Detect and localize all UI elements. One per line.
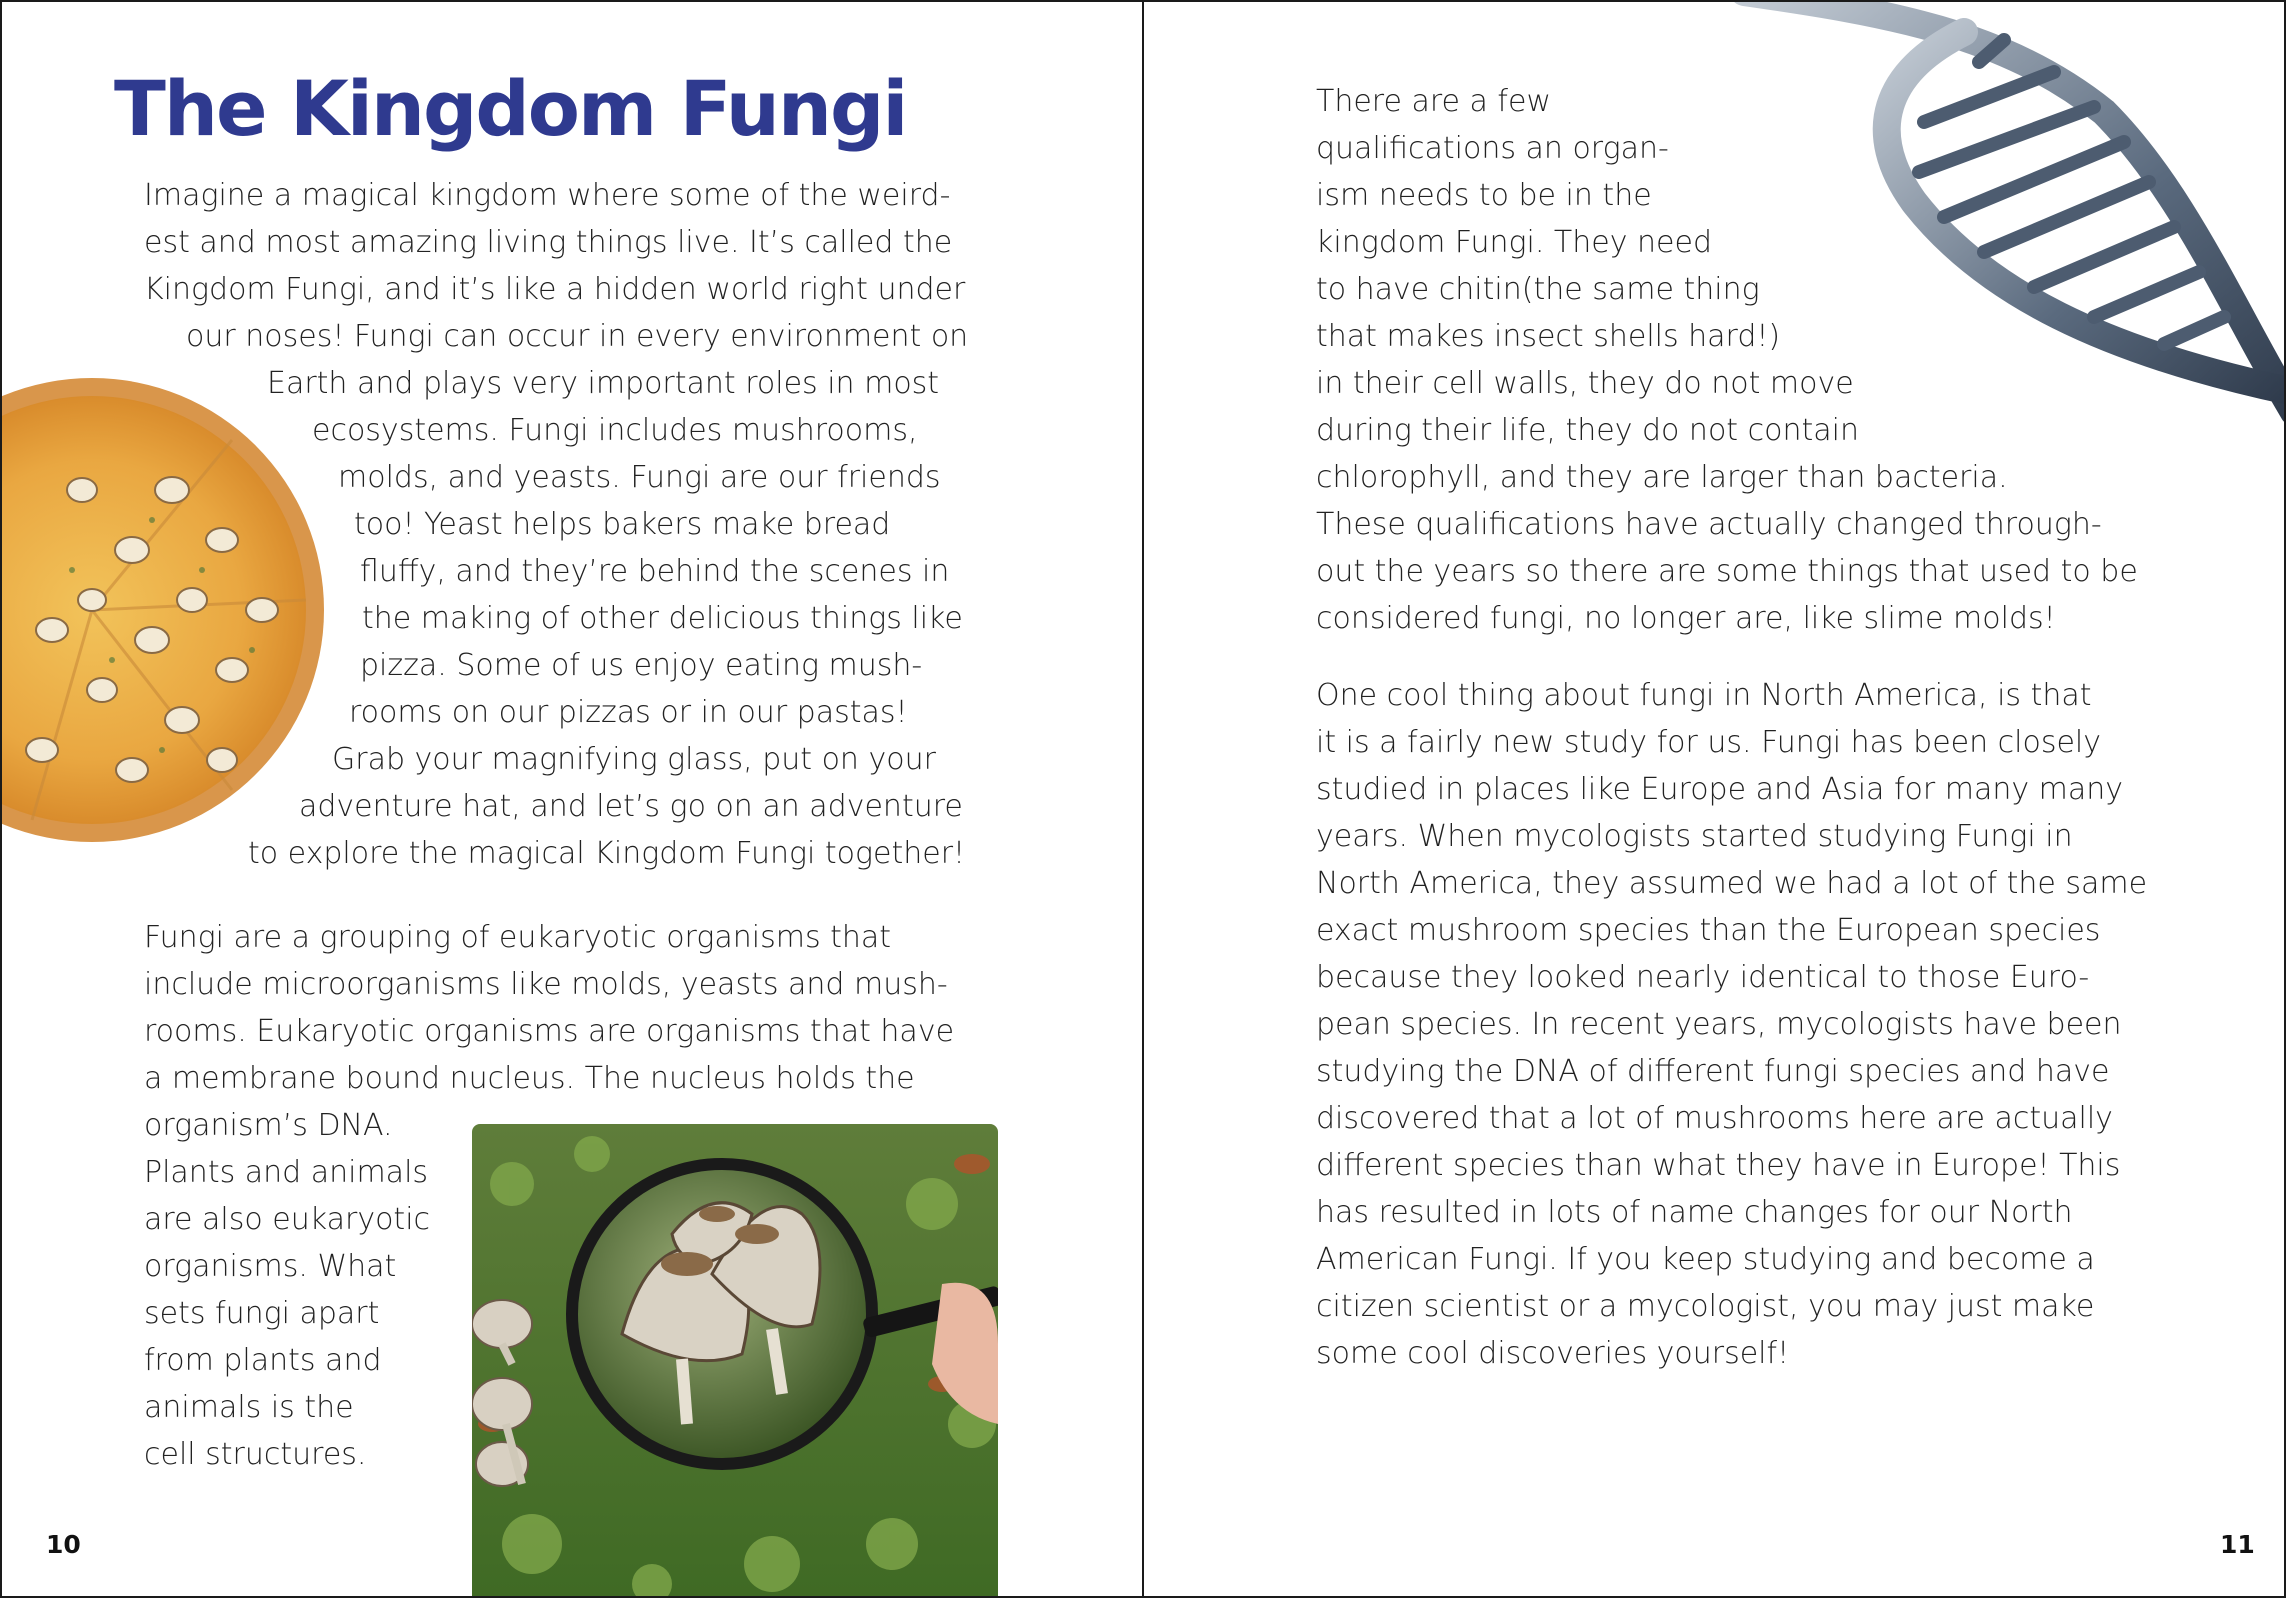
- text-line: are also eukaryotic: [144, 1202, 431, 1237]
- text-line: years. When mycologists started studying Fungi in: [1316, 819, 2073, 854]
- text-line: There are a few: [1316, 84, 1551, 119]
- text-line: during their life, they do not contain: [1316, 413, 1859, 448]
- text-line: because they looked nearly identical to those Euro-: [1316, 960, 2090, 995]
- text-line: different species than what they have in Europe! This: [1316, 1148, 2121, 1183]
- text-line: in their cell walls, they do not move: [1316, 366, 1854, 401]
- text-line: Imagine a magical kingdom where some of the weird-: [144, 178, 951, 213]
- text-line: animals is the: [144, 1390, 354, 1425]
- text-line: Kingdom Fungi, and it’s like a hidden world right under: [144, 272, 966, 307]
- text-line: est and most amazing living things live. It’s called the: [144, 225, 953, 260]
- text-line: ism needs to be in the: [1316, 178, 1652, 213]
- text-line: citizen scientist or a mycologist, you may just make: [1316, 1289, 2095, 1324]
- text-line: adventure hat, and let’s go on an adventure: [299, 789, 963, 824]
- text-line: ecosystems. Fungi includes mushrooms,: [312, 413, 918, 448]
- text-line: from plants and: [144, 1343, 382, 1378]
- text-line: studying the DNA of different fungi species and have: [1316, 1054, 2110, 1089]
- text-line: Plants and animals: [144, 1155, 429, 1190]
- page-number: 10: [46, 1530, 81, 1559]
- text-line: exact mushroom species than the European species: [1316, 913, 2101, 948]
- text-line: to have chitin(the same thing: [1316, 272, 1760, 307]
- text-line: kingdom Fungi. They need: [1316, 225, 1712, 260]
- text-line: organisms. What: [144, 1249, 397, 1284]
- text-line: organism’s DNA.: [144, 1108, 393, 1143]
- text-line: pizza. Some of us enjoy eating mush-: [360, 648, 923, 683]
- text-line: American Fungi. If you keep studying and become a: [1316, 1242, 2095, 1277]
- text-line: Grab your magnifying glass, put on your: [332, 742, 936, 777]
- text-line: studied in places like Europe and Asia for many many: [1316, 772, 2124, 807]
- text-line: out the years so there are some things that used to be: [1316, 554, 2138, 589]
- text-line: molds, and yeasts. Fungi are our friends: [338, 460, 941, 495]
- text-line: Earth and plays very important roles in most: [267, 366, 940, 401]
- text-line: too! Yeast helps bakers make bread: [354, 507, 891, 542]
- text-line: it is a fairly new study for us. Fungi has been closely: [1316, 725, 2102, 760]
- text-line: rooms. Eukaryotic organisms are organisms that have: [144, 1014, 955, 1049]
- text-line: our noses! Fungi can occur in every environment on: [186, 319, 969, 354]
- magnifying-glass-mushrooms-photo: [472, 1124, 998, 1598]
- pizza-image: [0, 370, 332, 850]
- text-line: Fungi are a grouping of eukaryotic organisms that: [144, 920, 892, 955]
- text-line: fluffy, and they’re behind the scenes in: [360, 554, 950, 589]
- text-line: has resulted in lots of name changes for our North: [1316, 1195, 2073, 1230]
- page-title: The Kingdom Fungi: [114, 64, 907, 153]
- text-line: chlorophyll, and they are larger than bacteria.: [1316, 460, 2008, 495]
- text-line: One cool thing about fungi in North America, is that: [1316, 678, 2092, 713]
- text-line: that makes insect shells hard!): [1316, 319, 1781, 354]
- text-line: rooms on our pizzas or in our pastas!: [349, 695, 908, 730]
- text-line: North America, they assumed we had a lot of the same: [1316, 866, 2148, 901]
- text-line: a membrane bound nucleus. The nucleus holds the: [144, 1061, 915, 1096]
- text-line: These qualifications have actually changed through-: [1316, 507, 2102, 542]
- text-line: cell structures.: [144, 1437, 367, 1472]
- right-page: [1142, 0, 2286, 1598]
- text-line: sets fungi apart: [144, 1296, 380, 1331]
- text-line: include microorganisms like molds, yeasts and mush-: [144, 967, 948, 1002]
- text-line: some cool discoveries yourself!: [1316, 1336, 1790, 1371]
- text-line: to explore the magical Kingdom Fungi together!: [248, 836, 966, 871]
- text-line: discovered that a lot of mushrooms here are actually: [1316, 1101, 2113, 1136]
- text-line: considered fungi, no longer are, like slime molds!: [1316, 601, 2056, 636]
- text-line: qualifications an organ-: [1316, 131, 1669, 166]
- text-line: the making of other delicious things like: [362, 601, 963, 636]
- text-line: pean species. In recent years, mycologists have been: [1316, 1007, 2122, 1042]
- left-page: [0, 0, 1144, 1598]
- page-number: 11: [2220, 1530, 2255, 1559]
